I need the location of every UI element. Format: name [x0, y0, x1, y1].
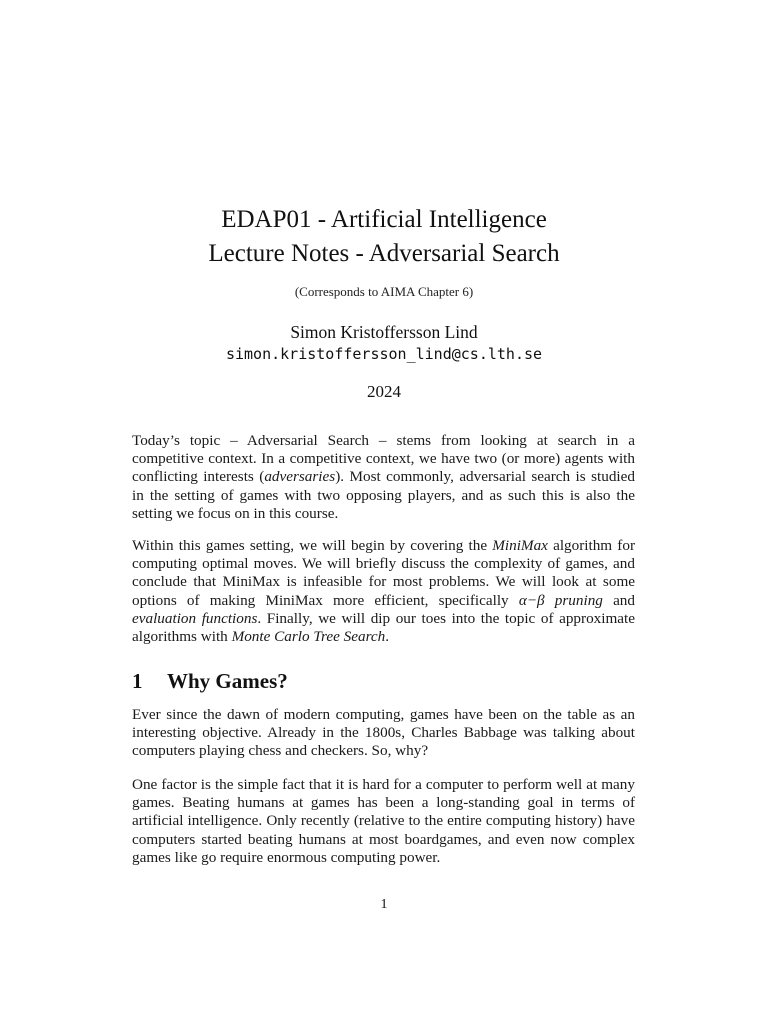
section1-paragraph-1: Ever since the dawn of modern computing, games have been on the table as an interesting objective. Already in the 1800s, Charles Babbage was talking about computers playing chess and checkers. So, why? — [132, 706, 635, 760]
page-number: 1 — [380, 897, 388, 912]
alpha-beta-term: α−β pruning — [518, 591, 603, 609]
document-title-line2: Lecture Notes - Adversarial Search — [208, 240, 560, 267]
intro-paragraph-1: Today’s topic – Adversarial Search – stems from looking at search in a competitive context. In a competitive context, we have two (or more) agents with conflicting interests (adversaries). Most commonly, adversarial search is studied in the setting of games with two opposing players, and as such this is also the setting we focus on in this course. — [132, 432, 635, 522]
evaluation-functions-term: evaluation functions — [132, 609, 258, 627]
author-email: simon.kristoffersson_lind@cs.lth.se — [225, 345, 543, 363]
chapter-reference: (Corresponds to AIMA Chapter 6) — [294, 284, 474, 299]
minimax-term: MiniMax — [492, 537, 548, 554]
intro-paragraph-2: Within this games setting, we will begin by covering the MiniMax algorithm for computing optimal moves. We will briefly discuss the complexity of games, and conclude that MiniMax is infeasible for most problems. We will look at some options of making MiniMax more efficient, specifically α−β pruning and evaluation functions. Finally, we will dip our toes into the topic of approximate algorithms with Monte Carlo Tree Search. — [132, 537, 636, 646]
section-number: 1 — [132, 669, 143, 693]
section-title: Why Games? — [167, 669, 288, 693]
author-name: Simon Kristoffersson Lind — [290, 322, 478, 342]
document-title-line1: EDAP01 - Artificial Intelligence — [221, 206, 547, 233]
mcts-term: Monte Carlo Tree Search — [231, 628, 386, 646]
section-heading — [132, 668, 288, 694]
document-year: 2024 — [367, 382, 401, 401]
section1-paragraph-2: One factor is the simple fact that it is hard for a computer to perform well at many games. Beating humans at games has been a long-standing goal in terms of artificial intelligence. Only recently (relative to the entire computing history) have computers started beating humans at most boardgames, and even now complex games like go require enormous computing power. — [132, 776, 635, 866]
adversaries-term: adversaries — [264, 468, 336, 486]
title-block — [0, 203, 768, 403]
